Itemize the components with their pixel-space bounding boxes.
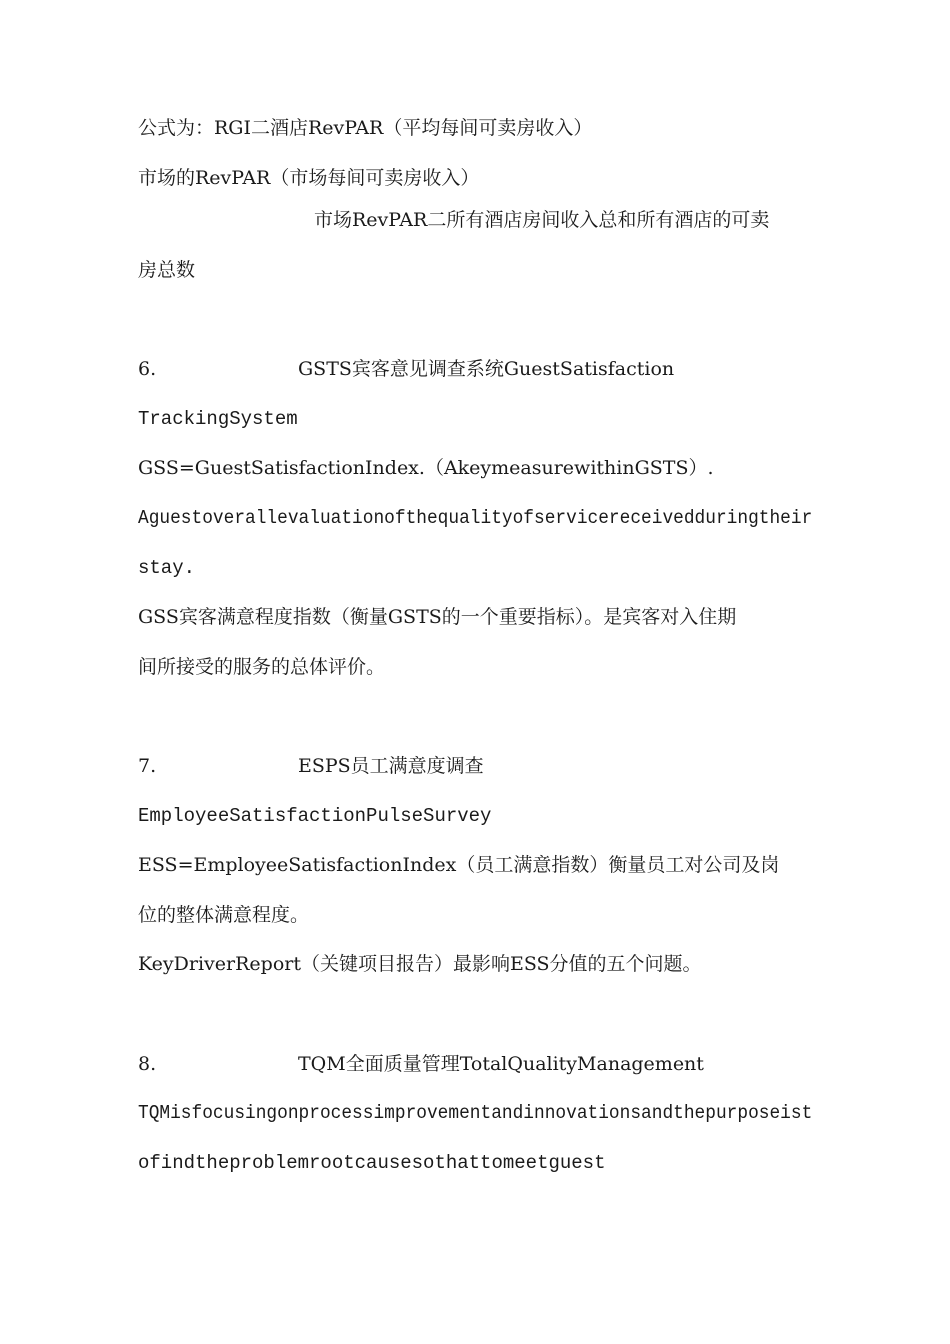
gss-description-cn-cont: 间所接受的服务的总体评价。 [138,656,386,678]
market-revpar-definition: 市场RevPAR二所有酒店房间收入总和所有酒店的可卖 [314,209,770,231]
key-driver-report: KeyDriverReport（关键项目报告）最影响ESS分值的五个问题。 [138,953,702,975]
tqm-description-cont: ofindtheproblemrootcausesothattomeetguest [138,1152,606,1174]
tqm-description: TQMisfocusingonprocessimprovementandinnovationsandthepurposeist [138,1102,813,1124]
section-6-heading-cont: TrackingSystem [138,408,298,430]
market-revpar-line: 市场的RevPAR（市场每间可卖房收入） [138,167,480,189]
market-revpar-definition-cont: 房总数 [138,259,196,281]
ess-definition: ESS=EmployeeSatisfactionIndex（员工满意指数）衡量员工对公司及岗 [138,854,780,876]
section-8-heading: TQM全面质量管理TotalQualityManagement [298,1053,704,1075]
section-8-number: 8. [138,1053,157,1075]
gss-description-en-cont: stay. [138,557,196,579]
section-7-number: 7. [138,755,157,777]
section-6-heading: GSTS宾客意见调查系统GuestSatisfaction [298,358,675,380]
section-7-heading: ESPS员工满意度调查 [298,755,484,777]
ess-definition-cont: 位的整体满意程度。 [138,904,310,926]
gss-definition: GSS=GuestSatisfactionIndex.（AkeymeasurewithinGSTS）. [138,457,714,479]
gss-description-en: Aguestoverallevaluationofthequalityofservicereceivedduringtheir [138,507,813,529]
formula-line: 公式为：RGI二酒店RevPAR（平均每间可卖房收入） [138,117,593,139]
gss-description-cn: GSS宾客满意程度指数（衡量GSTS的一个重要指标）。是宾客对入住期 [138,606,737,628]
section-6-number: 6. [138,358,157,380]
esps-full-name: EmployeeSatisfactionPulseSurvey [138,805,492,827]
